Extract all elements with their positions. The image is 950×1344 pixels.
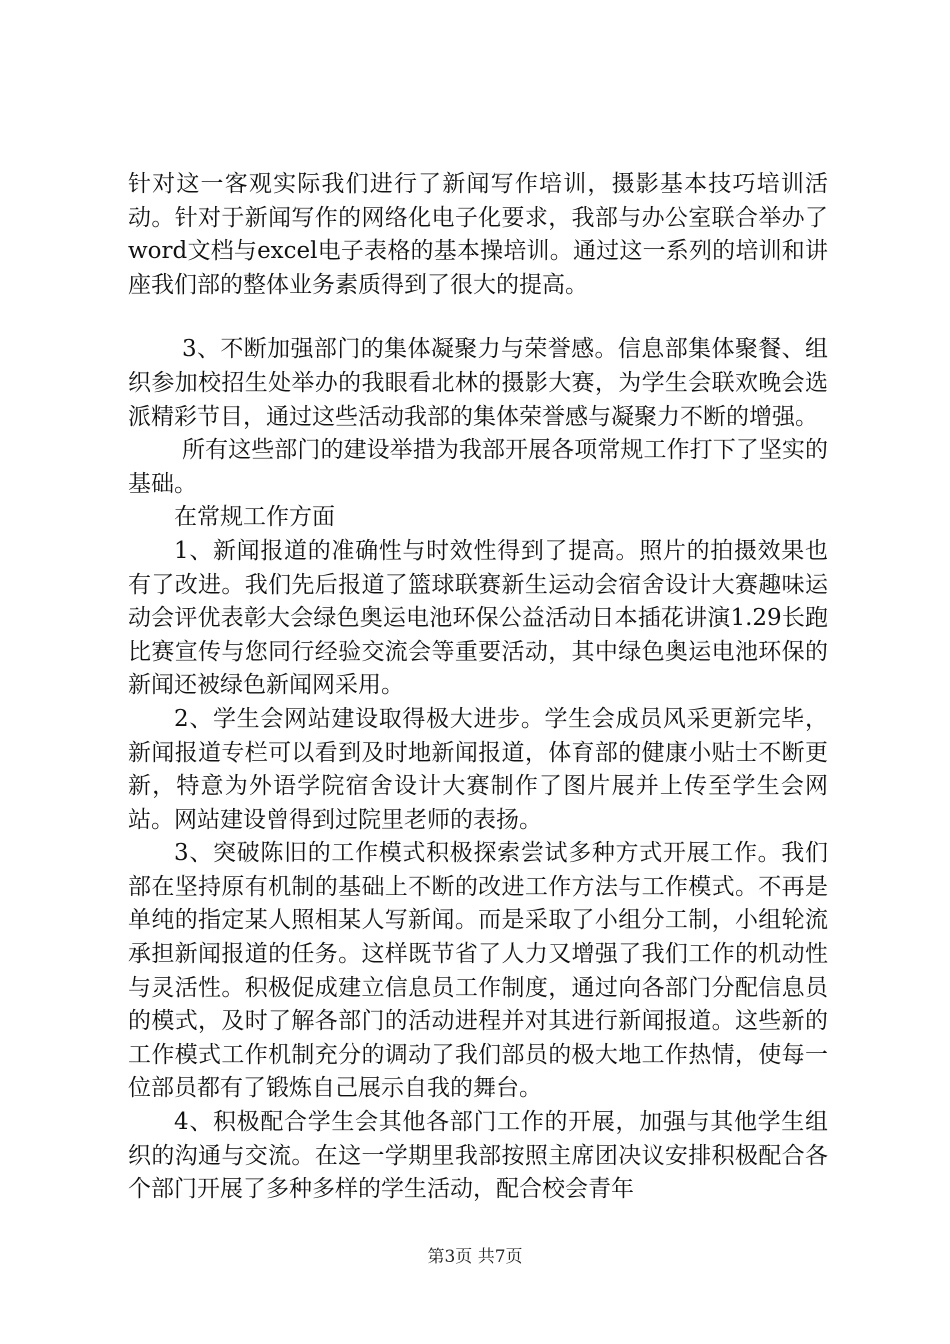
page-footer: 第3页 共7页 [427,1247,523,1267]
paragraph-website: 2、学生会网站建设取得极大进步。学生会成员风采更新完毕，新闻报道专栏可以看到及时地新闻报道，体育部的健康小贴士不断更新，特意为外语学院宿舍设计大赛制作了图片展并上传至学生会网站。网站建设曾得到过院里老师的表扬。 [128,705,828,833]
document-body [128,168,828,1207]
paragraph-routine-heading: 在常规工作方面 [174,504,335,531]
paragraph-cohesion: 3、不断加强部门的集体凝聚力与荣誉感。信息部集体聚餐、组织参加校招生处举办的我眼看北林的摄影大赛，为学生会联欢晚会选派精彩节目，通过这些活动我部的集体荣誉感与凝聚力不断的增强。 [128,336,828,430]
paragraph-training-continued: 针对这一客观实际我们进行了新闻写作培训，摄影基本技巧培训活动。针对于新闻写作的网络化电子化要求，我部与办公室联合举办了word文档与excel电子表格的基本操培训。通过这一系列的培训和讲座我们部的整体业务素质得到了很大的提高。 [128,171,828,298]
paragraph-cooperation: 4、积极配合学生会其他各部门工作的开展，加强与其他学生组织的沟通与交流。在这一学期里我部按照主席团决议安排积极配合各个部门开展了多种多样的学生活动，配合校会青年 [128,1109,828,1203]
paragraph-news-reporting: 1、新闻报道的准确性与时效性得到了提高。照片的拍摄效果也有了改进。我们先后报道了篮球联赛新生运动会宿舍设计大赛趣味运动会评优表彰大会绿色奥运电池环保公益活动日本插花讲演1.29长跑比赛宣传与您同行经验交流会等重要活动，其中绿色奥运电池环保的新闻还被绿色新闻网采用。 [128,537,828,699]
paragraph-foundation: 所有这些部门的建设举措为我部开展各项常规工作打下了坚实的基础。 [128,437,828,497]
paragraph-work-mode: 3、突破陈旧的工作模式积极探索尝试多种方式开展工作。我们部在坚持原有机制的基础上不断的改进工作方法与工作模式。不再是单纯的指定某人照相某人写新闻。而是采取了小组分工制，小组轮流承担新闻报道的任务。这样既节省了人力又增强了我们工作的机动性与灵活性。积极促成建立信息员工作制度，通过向各部门分配信息员的模式，及时了解各部门的活动进程并对其进行新闻报道。这些新的工作模式工作机制充分的调动了我们部员的极大地工作热情，使每一位部员都有了锻炼自己展示自我的舞台。 [128,840,828,1102]
